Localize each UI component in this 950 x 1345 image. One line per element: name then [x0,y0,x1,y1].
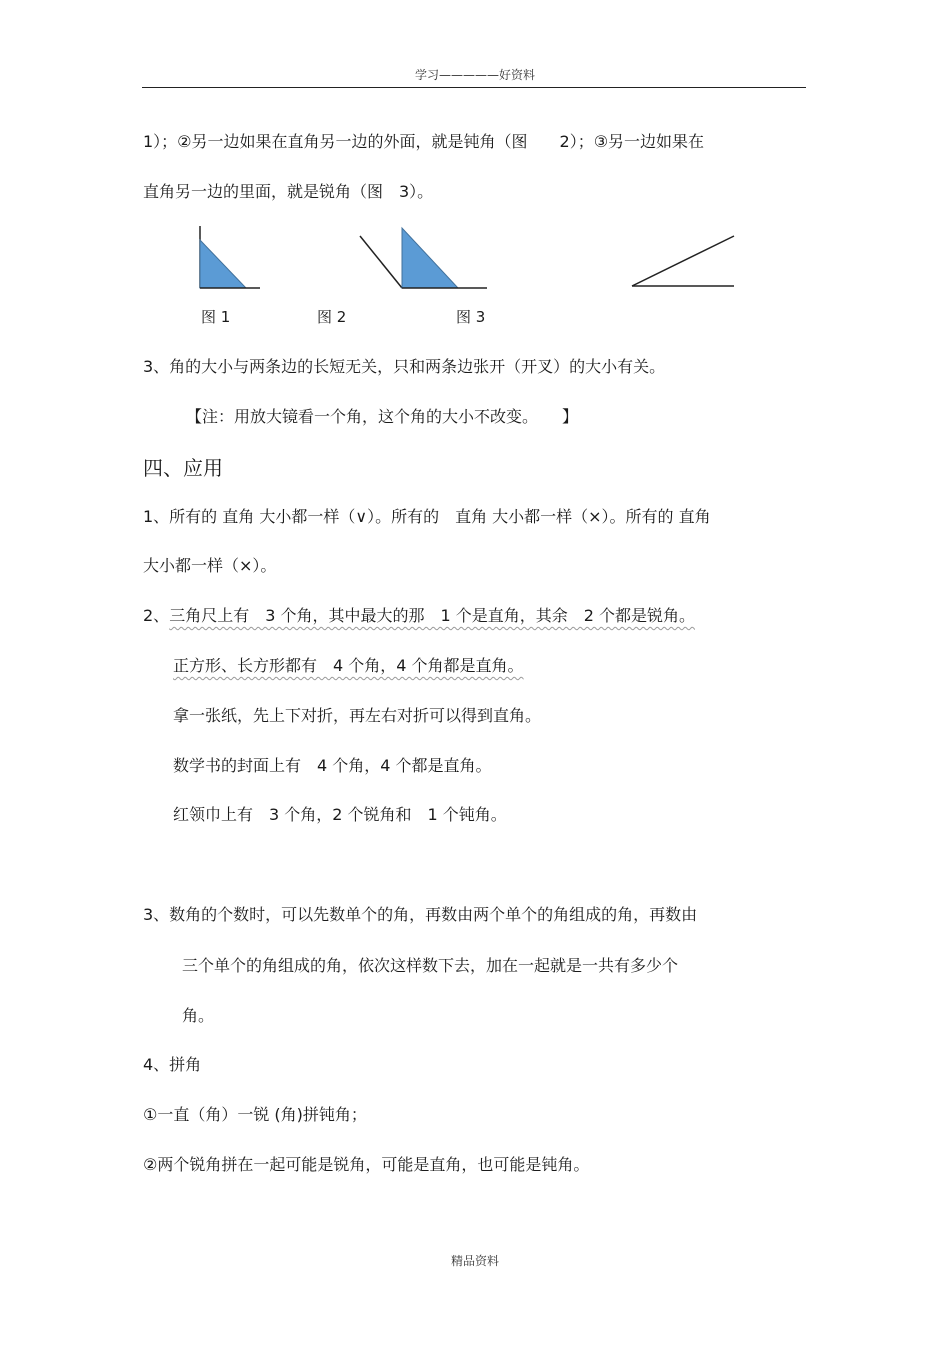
app-2-line-4: 数学书的封面上有 4 个角，4 个都是直角。 [173,756,492,775]
angle-figures [0,0,950,320]
app-4-item-1: ①一直（角）一锐 (角)拼钝角； [143,1105,367,1124]
app-2-line-3: 拿一张纸，先上下对折，再左右对折可以得到直角。 [173,706,542,725]
app-2-line-2: 正方形、长方形都有 4 个角，4 个角都是直角。 [173,656,524,675]
page-header: 学习—————好资料 [414,68,535,82]
app-1-line-1: 1、所有的 直角 大小都一样（∨）。所有的 直角 大小都一样（×）。所有的 直角 [143,507,711,526]
app-1-line-2: 大小都一样（×）。 [143,556,277,575]
figure-1-caption: 图 1 [201,308,231,326]
app-4-item-2: ②两个锐角拼在一起可能是锐角，可能是直角，也可能是钝角。 [143,1155,590,1174]
note: 【注：用放大镜看一个角，这个角的大小不改变。 】 [186,407,579,426]
text-line-2: 直角另一边的里面，就是锐角（图 3）。 [143,182,434,201]
section-heading: 四、应用 [143,456,223,480]
app-2-line-1 [143,605,695,627]
text-line-3: 3、角的大小与两条边的长短无关，只和两条边张开（开叉）的大小有关。 [143,357,666,376]
text-line-1: 1）；②另一边如果在直角另一边的外面，就是钝角（图 2）；③另一边如果在 [143,132,705,151]
app-2-number: 2、 [143,606,170,625]
page-footer: 精品资料 [450,1254,499,1268]
figure-2-caption: 图 2 [317,308,347,326]
figure-1-right-angle [200,226,260,288]
figure-3-caption: 图 3 [456,308,486,326]
app-3-line-2: 三个单个的角组成的角，依次这样数下去，加在一起就是一共有多少个 [182,956,679,975]
figure-3-acute-angle [632,236,734,286]
app-3-line-1: 3、数角的个数时，可以先数单个的角，再数由两个单个的角组成的角，再数由 [143,905,698,924]
app-3-line-3: 角。 [182,1006,215,1025]
app-2-line-5: 红领巾上有 3 个角，2 个锐角和 1 个钝角。 [173,805,507,824]
app-2-text: 三角尺上有 3 个角，其中最大的那 1 个是直角，其余 2 个都是锐角。 [169,606,695,625]
figure-2-obtuse-angle [360,228,487,288]
app-4-title: 4、拼角 [143,1055,202,1074]
